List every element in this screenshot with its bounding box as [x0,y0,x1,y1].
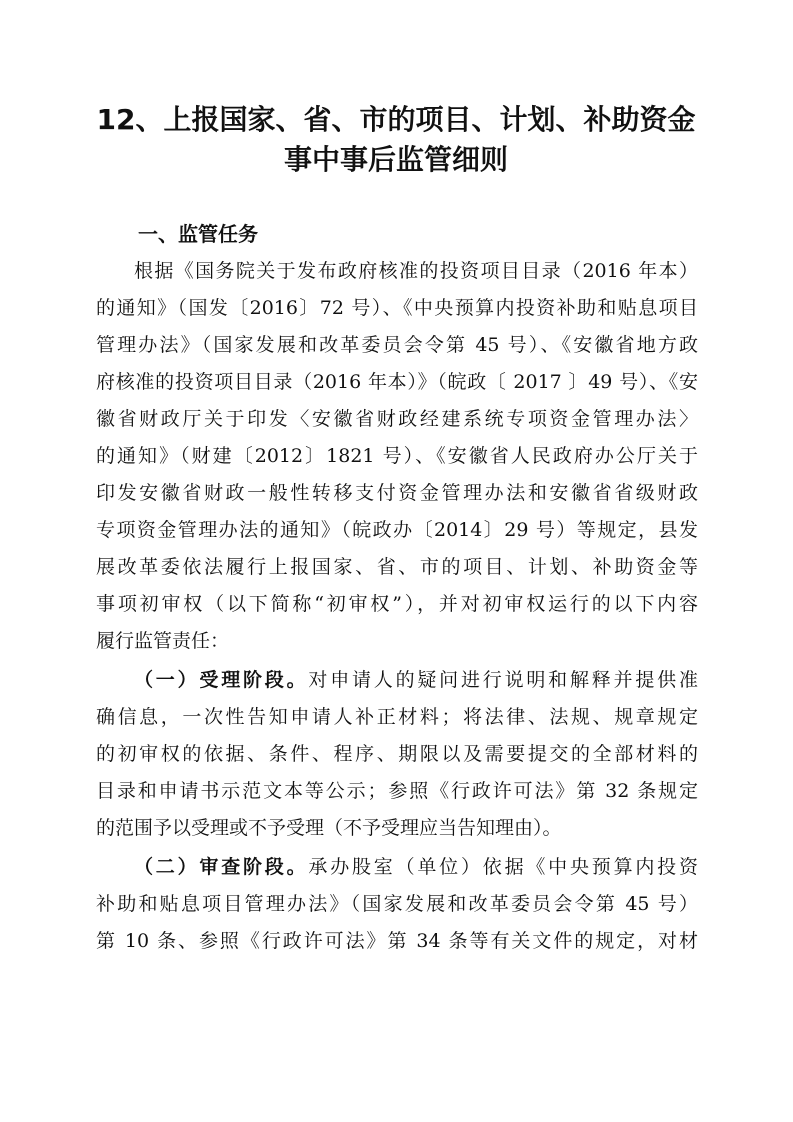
paragraph-line: 的范围予以受理或不予受理（不予受理应当告知理由）。 [96,817,562,839]
paragraph-line: 专项资金管理办法的通知》（皖政办〔2014〕29 号）等规定，县发 [96,519,698,541]
paragraph-line: 的通知》（财建〔2012〕1821 号）、《安徽省人民政府办公厅关于 [96,445,698,467]
paragraph-line: 管理办法》（国家发展和改革委员会令第 45 号）、《安徽省地方政 [96,334,698,356]
paragraph-line: 的通知》（国发〔2016〕72 号）、《中央预算内投资补助和贴息项目 [96,297,698,319]
stage-acceptance-label: （一）受理阶段。 [134,669,309,691]
paragraph-line: 履行监管责任： [96,630,230,652]
paragraph-line: 目录和申请书示范文本等公示；参照《行政许可法》第 32 条规定 [96,780,698,802]
paragraph-line: 事项初审权（以下简称“初审权”），并对初审权运行的以下内容 [96,593,698,615]
stage-review-first-line [134,852,698,882]
stage-review-label: （二）审查阶段。 [134,856,309,878]
paragraph-line: 确信息，一次性告知申请人补正材料；将法律、法规、规章规定 [96,706,698,728]
stage-acceptance-first-line [134,665,698,695]
paragraph-line: 展改革委依法履行上报国家、省、市的项目、计划、补助资金等 [96,556,698,578]
section-heading-supervision-tasks: 一、监管任务 [138,222,258,246]
paragraph-line: 的初审权的依据、条件、程序、期限以及需要提交的全部材料的 [96,743,698,765]
document-title-line-2: 事中事后监管细则 [283,143,508,176]
paragraph-line: 府核准的投资项目目录（2016 年本）》（皖政〔 2017 〕49 号）、《安 [96,371,698,393]
paragraph-line: 根据《国务院关于发布政府核准的投资项目目录（2016 年本） [134,260,698,282]
document-title-line-1: 12、上报国家、省、市的项目、计划、补助资金 [96,103,696,136]
paragraph-line: 补助和贴息项目管理办法》（国家发展和改革委员会令第 45 号） [96,893,698,915]
paragraph-line: 徽省财政厅关于印发〈安徽省财政经建系统专项资金管理办法〉 [96,408,698,430]
paragraph-line: 印发安徽省财政一般性转移支付资金管理办法和安徽省省级财政 [96,482,698,504]
stage-acceptance-text: 对申请人的疑问进行说明和解释并提供准 [308,669,698,691]
paragraph-line: 第 10 条、参照《行政许可法》第 34 条等有关文件的规定，对材 [96,930,698,952]
stage-review-text: 承办股室（单位）依据《中央预算内投资 [308,856,698,878]
